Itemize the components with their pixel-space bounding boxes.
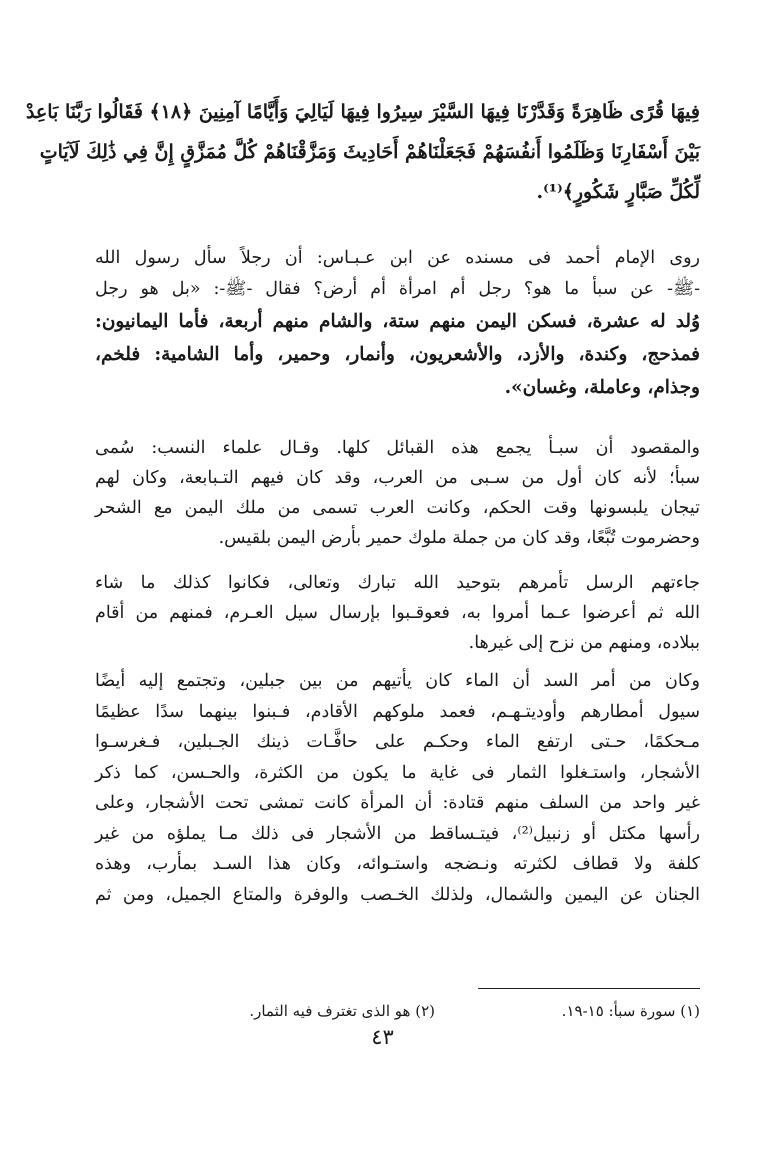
paragraph-line: -ﷺ- عن سبأ ما هو؟ رجل أم امرأة أم أرض؟ فقال -ﷺ-: «بل هو رجل [95,279,700,299]
footnote-1: (١) سورة سبأ: ١٥-١٩. [561,1002,700,1020]
paragraph-line: غير واحد من السلف منهم قتادة: أن المرأة كانت تمشى تحت الأشجار، وعلى [95,793,700,813]
paragraph-line: وجذام، وعاملة، وغسان». [504,377,700,398]
quran-line: لِّكُلِّ صَبَّارٍ شَكُورٍ﴾⁽¹⁾. [536,181,700,203]
quran-verse-block [25,92,700,212]
paragraph-line: الأشجار، واستـغلوا الثمار فى غاية ما يكون من الكثرة، والحـسن، كما ذكر [95,762,700,783]
paragraph-line: الجنان عن اليمين والشمال، ولذلك الخـصب والوفرة والمتاع الجميل، ومن ثم [95,884,700,905]
paragraph-hadith [95,243,700,404]
paragraph-line: كلفة ولا قطاف لكثرته ونـضجه واستـوائه، وكان هذا السـد بمأرب، وهذه [95,854,700,874]
paragraph-saba [95,433,700,553]
paragraph-line: فمذحج، وكندة، والأزد، والأشعريون، وأنمار، وحمير، وأما الشامية: فلخم، [95,344,700,365]
paragraph-line: سيول أمطارهم وأوديتـهـم، فعمد ملوكهم الأقادم، فـبنوا بينهما سدًا عظيمًا [95,701,700,722]
paragraph-line: وُلد له عشرة، فسكن اليمن منهم ستة، والشام منهم أربعة، فأما اليمانيون: [95,311,700,332]
quran-line: فِيهَا قُرًى ظَاهِرَةً وَقَدَّرْنَا فِيهَا السَّيْرَ سِيرُوا فِيهَا لَيَالِيَ وَأَيَّامًا آمِنِينَ ﴿١٨﴾ فَقَالُوا رَبَّنَا بَاعِدْ [25,101,700,123]
paragraph-line: روى الإمام أحمد فى مسنده عن ابن عـبـاس: أن رجلاً سأل رسول الله [95,248,700,268]
hadith-quote [95,305,700,404]
paragraph-line: والمقصود أن سبـأ يجمع هذه القبائل كلها. وقـال علماء النسب: سُمى [95,438,700,458]
paragraph-line: تيجان يلبسونها وقت الحكم، وكانت العرب تسمى من ملك اليمن مع الشحر [95,498,700,518]
quran-line: بَيْنَ أَسْفَارِنَا وَظَلَمُوا أَنفُسَهُمْ فَجَعَلْنَاهُمْ أَحَادِيثَ وَمَزَّقْنَاهُمْ كُلَّ مُمَزَّقٍ إِنَّ فِي ذَٰلِكَ لَآيَاتٍ [39,141,700,163]
page-number: ٤٣ [371,1025,394,1049]
footnote-divider [478,988,700,989]
paragraph-line: وكان من أمر السد أن الماء كان يأتيهم من بين جبلين، وتجتمع إليه أيضًا [95,671,700,691]
paragraph-line: الله ثم أعرضوا عـما أمروا به، فعوقـبوا بإرسال سيل العـرم، فمنهم من أقام [95,603,700,623]
paragraph-line: جاءتهم الرسل تأمرهم بتوحيد الله تبارك وتعالى، فكانوا كذلك ما شاء [95,573,700,593]
footnote-2: (٢) هو الذى تغترف فيه الثمار. [249,1002,435,1020]
paragraph-line: سبأ؛ لأنه كان أول من سـبى من العرب، وقد كان فيهم التـبابعة، وكان لهم [95,468,700,488]
paragraph-line: وحضرموت تُبَّعًا، وقد كان من جملة ملوك حمير بأرض اليمن بلقيس. [218,528,700,548]
paragraph-messengers [95,568,700,658]
paragraph-line: ببلاده، ومنهم من نزح إلى غيرها. [468,633,700,653]
paragraph-line: مـحكمًا، حـتى ارتفع الماء وحكـم على حافَّـات ذينك الجـبلين، فـغرسـوا [95,732,700,752]
paragraph-dam [95,666,700,910]
paragraph-line: رأسها مكتل أو زنبيل⁽²⁾، فيتـساقط من الأشجار فى ذلك مـا يملؤه من غير [95,823,700,844]
